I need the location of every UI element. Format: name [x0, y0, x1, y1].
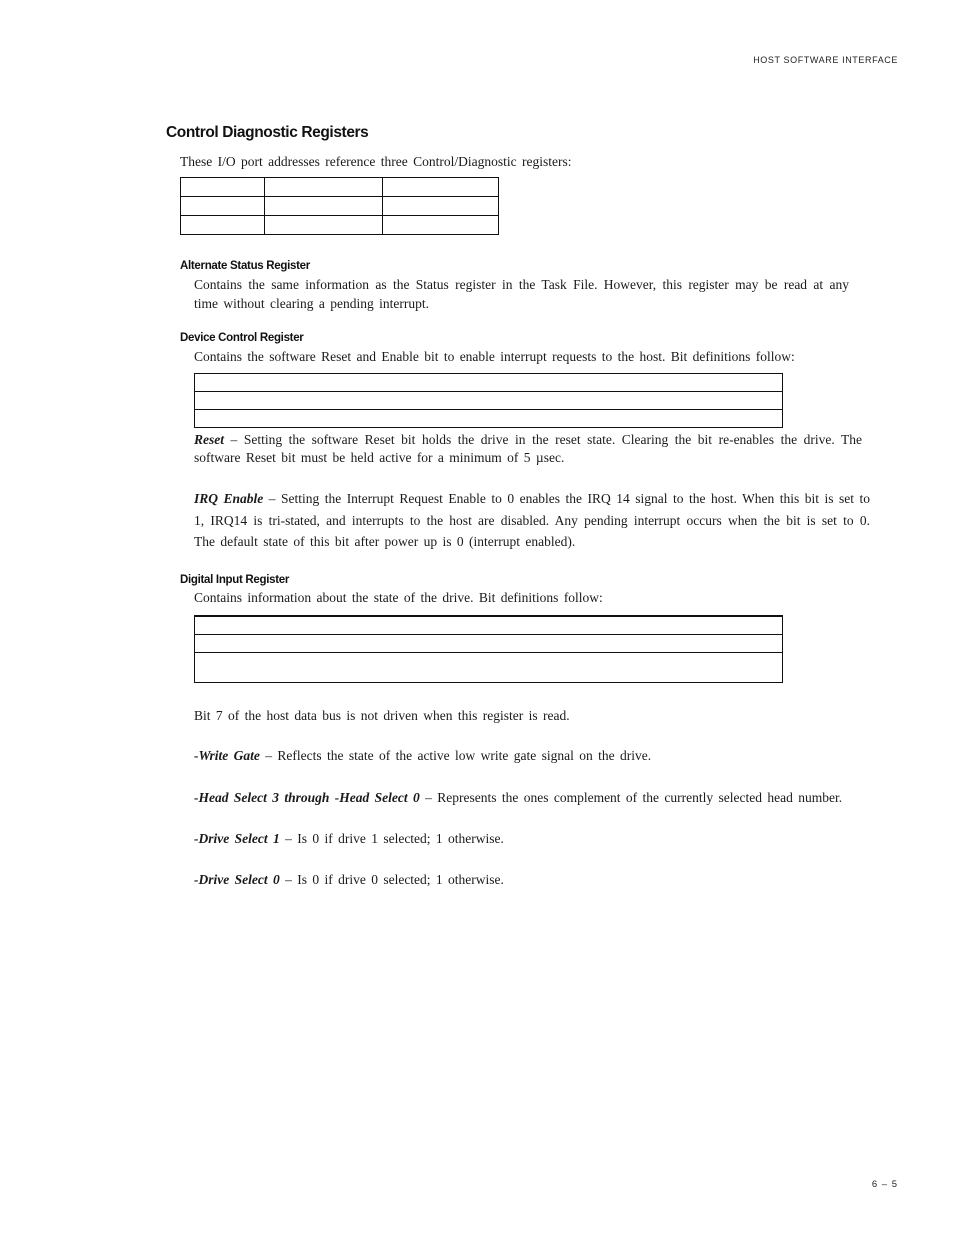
device-control-text: Contains the software Reset and Enable bit to enable interrupt requests to the host. Bit definitions follow: — [194, 349, 795, 364]
table-cell — [195, 374, 783, 392]
write-gate-description — [194, 746, 651, 765]
device-control-heading: Device Control Register — [180, 332, 304, 344]
table-cell — [265, 197, 383, 216]
drive-select-0-description — [194, 870, 504, 889]
write-gate-text: – Reflects the state of the active low write gate signal on the drive. — [259, 748, 652, 763]
table-cell — [383, 197, 499, 216]
table-cell — [265, 178, 383, 197]
drive-select-1-text: – Is 0 if drive 1 selected; 1 otherwise. — [279, 831, 504, 846]
table-cell — [181, 197, 265, 216]
irq-enable-text: – Setting the Interrupt Request Enable to 0 enables the IRQ 14 signal to the host. When this bit is set to 1, IRQ14 is tri-stated, and interrupts to the host are disabled. Any pending interrupt occurs when the bit is set to 0. The default state of this bit after power up is 0 (interrupt enabled). — [194, 491, 870, 549]
digital-input-bit-table — [194, 615, 783, 683]
reset-description — [194, 431, 862, 467]
digital-input-heading: Digital Input Register — [180, 574, 290, 586]
reset-text: – Setting the software Reset bit holds the drive in the reset state. Clearing the bit re-enables the drive. The software Reset bit must be held active for a minimum of 5 µsec. — [194, 432, 862, 465]
table-cell — [383, 178, 499, 197]
write-gate-term: -Write Gate — [194, 748, 260, 763]
table-cell — [265, 216, 383, 235]
table-cell — [195, 634, 783, 652]
irq-enable-description — [194, 488, 870, 553]
page-number: 6 – 5 — [871, 1179, 898, 1190]
bit7-note: Bit 7 of the host data bus is not driven when this register is read. — [194, 708, 570, 723]
head-select-text: – Represents the ones complement of the currently selected head number. — [419, 790, 843, 805]
running-head: HOST SOFTWARE INTERFACE — [753, 55, 898, 65]
register-address-table — [180, 177, 499, 235]
intro-text: These I/O port addresses reference three Control/Diagnostic registers: — [180, 154, 572, 169]
digital-input-text: Contains information about the state of the drive. Bit definitions follow: — [194, 590, 603, 605]
reset-term: Reset — [194, 432, 224, 447]
table-cell — [195, 652, 783, 682]
device-control-bit-table — [194, 373, 783, 428]
table-cell — [195, 410, 783, 428]
table-cell — [181, 178, 265, 197]
head-select-description — [194, 788, 842, 807]
alternate-status-text: Contains the same information as the Status register in the Task File. However, this register may be read at any time without clearing a pending interrupt. — [194, 277, 849, 311]
irq-enable-term: IRQ Enable — [194, 491, 264, 506]
table-cell — [181, 216, 265, 235]
head-select-term: -Head Select 3 through -Head Select 0 — [194, 790, 420, 805]
alternate-status-heading: Alternate Status Register — [180, 260, 310, 272]
table-cell — [195, 392, 783, 410]
section-title: Control Diagnostic Registers — [166, 124, 369, 141]
table-cell — [195, 616, 783, 634]
drive-select-1-description — [194, 829, 504, 848]
drive-select-1-term: -Drive Select 1 — [194, 831, 280, 846]
drive-select-0-term: -Drive Select 0 — [194, 872, 280, 887]
table-cell — [383, 216, 499, 235]
drive-select-0-text: – Is 0 if drive 0 selected; 1 otherwise. — [279, 872, 504, 887]
